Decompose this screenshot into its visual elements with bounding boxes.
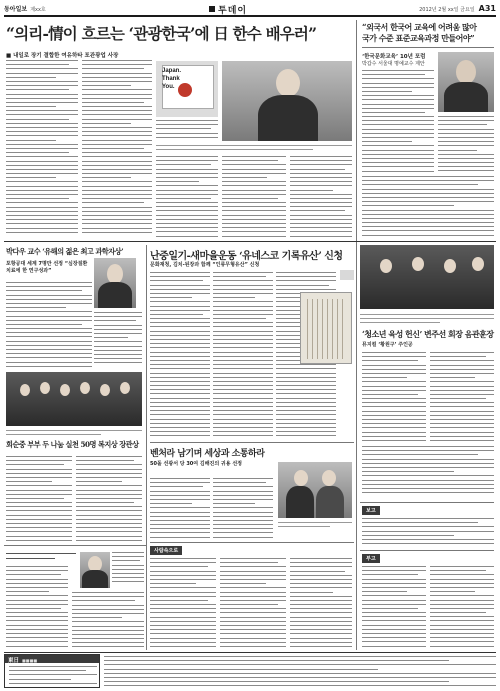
columnist-photo (80, 552, 110, 588)
lead-text-col4 (222, 156, 286, 238)
right-headline-line2: 국가 수준 표준교육과정 만들어야” (362, 33, 475, 43)
article1-sub: 포항공대 세계 7명만 선정 “심장질환 치료에 한 연구성과” (6, 261, 88, 274)
group-photo-caption (6, 428, 142, 438)
right-lead-text-bottom (362, 176, 494, 238)
rule (4, 545, 146, 546)
obituary-text-col1 (362, 566, 426, 650)
section-label: 투데이 (218, 6, 248, 16)
column-divider-left (146, 245, 147, 650)
right-lead-text-col2 (438, 116, 494, 174)
article2-sub: 문화재청, 김치-된장과 함께 “인류무형유산” 신청 (150, 262, 260, 268)
column-sub-title (6, 550, 76, 559)
ceremony-photo (360, 245, 494, 309)
people-text-col2 (220, 558, 286, 650)
forum-box-sub: 박갑수 서울대 명예교수 제안 (362, 61, 425, 67)
advertisement-box (4, 654, 100, 688)
article1-title: 박다우 교수 ‘유해의 젊은 최고 과학자상’ (6, 247, 124, 256)
ad-text (9, 666, 97, 688)
lead-text-col3 (156, 156, 218, 238)
venture-people-photo (278, 462, 352, 518)
ceremony-photo-caption (360, 312, 494, 326)
article2-text-col2 (213, 272, 273, 440)
rule (150, 542, 354, 543)
professor-portrait-photo (438, 52, 494, 112)
page-number: A31 (478, 4, 496, 13)
venture-photo-caption (278, 520, 352, 530)
ceo-portrait-photo (222, 61, 352, 141)
spacer (340, 270, 354, 280)
article1-text-col1 (6, 282, 92, 368)
column-divider (356, 20, 357, 650)
article1-text-col2 (94, 312, 142, 368)
ad-header (5, 655, 99, 663)
section-rule (4, 241, 496, 242)
section-square-icon (209, 6, 215, 12)
lead-text-col1 (6, 60, 78, 236)
people-box-badge: 사람속으로 (150, 546, 182, 555)
paper-name: 동아일보 (4, 6, 28, 13)
notice-text (362, 518, 494, 548)
obituary-text-col2 (430, 566, 494, 650)
right-lead-text-col1 (362, 70, 434, 174)
forum-box-title: ‘한국문화교육’ 10년 포럼 (362, 54, 426, 60)
article3-text-col1 (6, 456, 72, 542)
lead-text-col2 (82, 60, 152, 236)
article6-text-col1 (150, 478, 210, 540)
article2-title: 난중일기-새마을운동 ‘유네스코 기록유산’ 신청 (150, 251, 343, 262)
people-text-col3 (290, 558, 352, 650)
issue-date: 2012년 2월 xx일 금요일 (419, 7, 475, 13)
manuscript-photo (300, 292, 352, 364)
lead-subhead: ■ 내일로 장기 결합한 여유하타 포관광업 사장 (6, 53, 119, 59)
professor-park-photo (94, 258, 136, 308)
article4-text-col1 (362, 352, 426, 442)
article4-title: ‘청소년 육성 헌신’ 변주선 회장 음관훈장 (362, 329, 494, 339)
lead-photo-caption (156, 143, 352, 153)
section-name (209, 3, 247, 16)
article6-text-col2 (213, 478, 273, 540)
lead-text-col3-top (156, 120, 218, 142)
rule (360, 550, 494, 551)
rule (150, 442, 354, 443)
ad-logo: 東日 ■■■■ (8, 658, 38, 664)
notice-box-badge: 보고 (362, 506, 380, 515)
issue-number: 제xx호 (30, 7, 46, 13)
lead-headline: “의리-情이 흐르는 ‘관광한국’에 日 한수 배우러” (6, 24, 317, 43)
masthead-date-page (419, 4, 496, 13)
article2-text-col1 (150, 272, 210, 440)
masthead-paper (4, 4, 46, 13)
right-headline-line1: “외국서 한국어 교육에 어려움 많아 (362, 22, 477, 32)
right-lead-headline (362, 22, 476, 44)
article4-text-col2 (430, 352, 494, 442)
rule (362, 47, 494, 48)
article6-sub: 50돌 선광서 당 30여 김배진의 귀용 선정 (150, 461, 242, 467)
article6-title: 벤처라 남기며 세상과 소통하라 (150, 449, 265, 459)
japan-thank-you-photo (156, 61, 218, 117)
bottom-strip-text (104, 656, 496, 688)
bottom-rule (4, 652, 496, 653)
obituary-box-badge: 부고 (362, 554, 380, 563)
column-text-col2 (72, 592, 144, 650)
article3-text-col2 (76, 456, 142, 542)
columnist-bio (112, 552, 144, 588)
article3-title: 회순중 부부 두 나눔 실천 50명 복지상 장관상 (6, 440, 139, 449)
people-text-col1 (150, 558, 216, 650)
sign-text: Japan. Thank You. (162, 68, 182, 90)
rule (360, 502, 494, 503)
masthead-bar (4, 3, 496, 17)
column-text-col1 (6, 566, 68, 650)
article4-sub: 뮤지컬 ‘황원구’ 주인공 (362, 342, 413, 348)
group-award-photo (6, 372, 142, 426)
article4-text-bottom (362, 446, 494, 498)
lead-text-col5 (290, 156, 352, 238)
